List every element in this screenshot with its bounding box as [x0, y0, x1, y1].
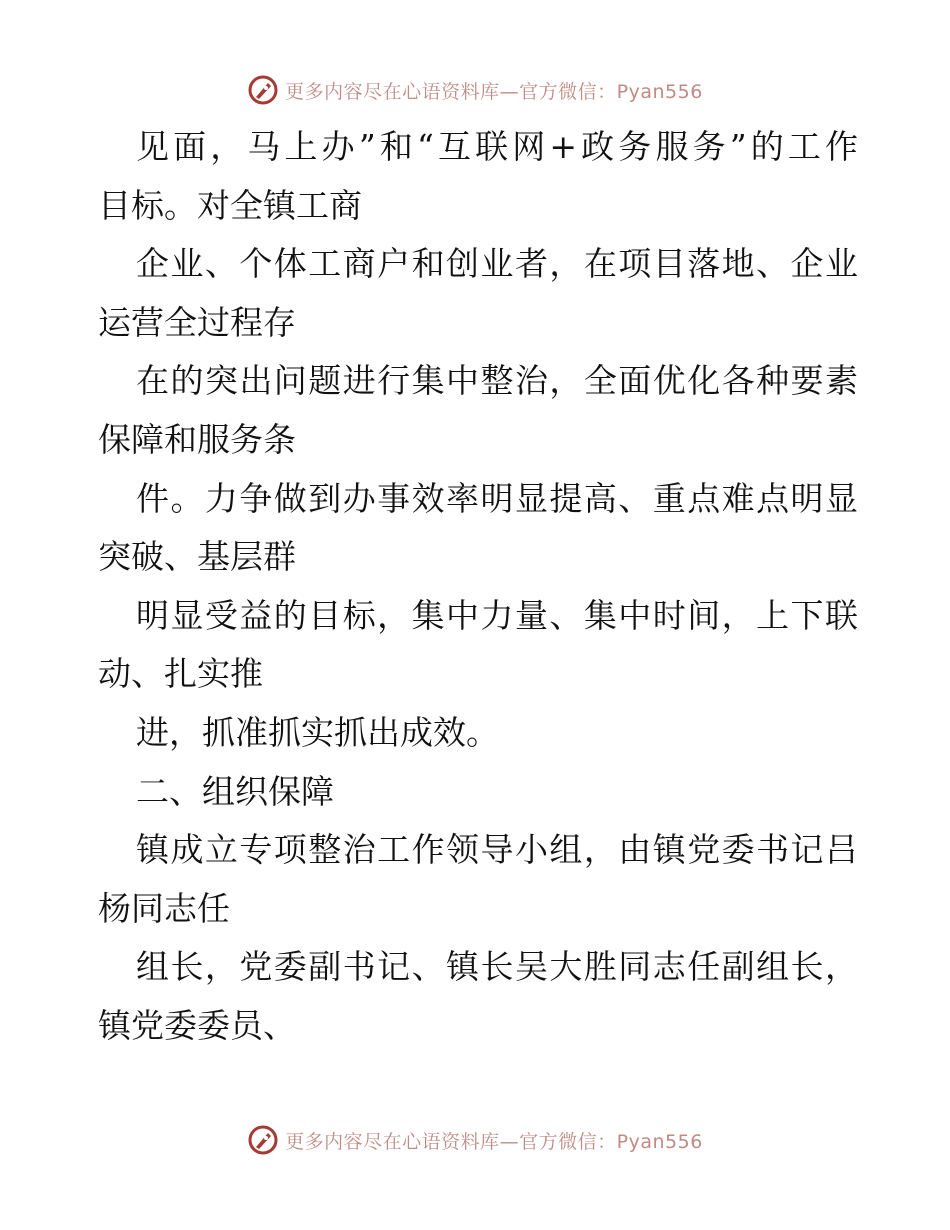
text-line: 目标。对全镇工商 — [98, 185, 362, 225]
text-line: 镇党委委员、 — [98, 1005, 296, 1045]
text-line: 在的突出问题进行集中整治，全面优化各种要素 — [136, 361, 858, 401]
watermark-banner-bottom — [0, 1120, 950, 1160]
text-line: 动、扎实推 — [98, 654, 263, 694]
watermark-banner-top — [0, 70, 950, 110]
pen-nib-logo-icon — [247, 1124, 279, 1156]
text-line: 保障和服务条 — [98, 419, 296, 459]
pen-nib-logo-icon — [247, 74, 279, 106]
text-line: 镇成立专项整治工作领导小组，由镇党委书记吕 — [136, 830, 858, 870]
text-line: 见面，马上办”和“互联网+政务服务”的工作 — [136, 127, 858, 166]
text-line: 杨同志任 — [98, 888, 230, 928]
watermark-text: 更多内容尽在心语资料库—官方微信：Pyan556 — [285, 80, 703, 103]
text-line: 组长，党委副书记、镇长吴大胜同志任副组长， — [136, 947, 858, 987]
section-heading: 二、组织保障 — [136, 771, 334, 811]
text-line: 件。力争做到办事效率明显提高、重点难点明显 — [136, 478, 858, 518]
text-line: 进，抓准抓实抓出成效。 — [136, 712, 499, 752]
text-line: 明显受益的目标，集中力量、集中时间，上下联 — [136, 595, 858, 635]
watermark-text: 更多内容尽在心语资料库—官方微信：Pyan556 — [285, 1130, 703, 1153]
text-line: 突破、基层群 — [98, 537, 296, 577]
text-line: 企业、个体工商户和创业者，在项目落地、企业 — [136, 244, 858, 284]
document-body — [98, 118, 858, 1056]
text-line: 运营全过程存 — [98, 302, 296, 342]
